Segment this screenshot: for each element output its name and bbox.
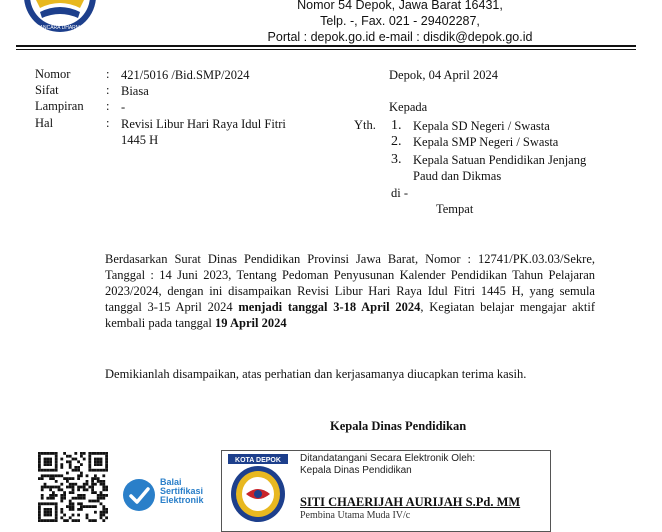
yth-label: Yth. [354, 118, 376, 132]
esign-caption: Ditandatangani Secara Elektronik Oleh: Kepala Dinas Pendidikan [300, 453, 476, 476]
sifat-value: Biasa [121, 84, 149, 98]
qr-code-icon [38, 452, 108, 522]
hal-label: Hal [35, 116, 54, 130]
recipient-item: 1. [391, 118, 402, 133]
lampiran-value: - [121, 100, 126, 114]
sifat-label: Sifat [35, 83, 59, 97]
city-logo-icon [228, 454, 288, 524]
phone-line: Telp. -, Fax. 021 - 29402287, [320, 14, 480, 28]
recipient-item: 2. [391, 134, 402, 149]
body-paragraph-1: Berdasarkan Surat Dinas Pendidikan Provinsi Jawa Barat, Nomor : 12741/PK.03.03/Sekre, Tanggal : 14 Juni 2023, Tentang Pedoman Penyusunan Kalender Pendidikan Tahun Pelajaran 2023/2024, dengan ini disampaikan Revisi Libur Hari Raya Idul Fitri 1445 H, yang semula tanggal 3-15 April 2024 menjadi tanggal 3-18 April 2024, Kegiatan belajar mengajar aktif kembali pada tanggal 19 April 2024 [105, 252, 595, 330]
recipient-item-text: Kepala SMP Negeri / Swasta [413, 135, 559, 149]
signature-position: Kepala Dinas Pendidikan [330, 419, 467, 433]
signer-rank: Pembina Utama Muda IV/c [300, 510, 411, 521]
body-paragraph-2: Demikianlah disampaikan, atas perhatian dan kerjasamanya diucapkan terima kasih. [105, 367, 527, 381]
nomor-value: 421/5016 /Bid.SMP/2024 [121, 68, 250, 82]
kepada-label: Kepada [389, 100, 428, 114]
place-date: Depok, 04 April 2024 [389, 68, 499, 82]
recipient-item-text: Kepala Satuan Pendidikan Jenjang Paud dan Dikmas [413, 153, 587, 183]
tempat-label: Tempat [436, 202, 474, 216]
colon: : [106, 116, 110, 130]
lampiran-label: Lampiran [35, 99, 84, 113]
bsre-line: Balai [160, 477, 182, 487]
colon: : [106, 83, 110, 97]
signer-name: SITI CHAERIJAH AURIJAH S.Pd. MM [300, 495, 521, 509]
bsre-line: Elektronik [160, 495, 204, 505]
hal-value: Revisi Libur Hari Raya Idul Fitri 1445 H [121, 117, 286, 147]
letterhead-rule-thin [16, 49, 636, 50]
nomor-label: Nomor [35, 67, 71, 81]
city-logo-icon [22, 0, 98, 34]
bsre-icon [122, 478, 156, 512]
portal-line: Portal : depok.go.id e-mail : disdik@depok.go.id [267, 30, 533, 44]
recipient-item-text: Kepala SD Negeri / Swasta [413, 119, 550, 133]
address-line: Nomor 54 Depok, Jawa Barat 16431, [297, 0, 503, 12]
di-label: di - [391, 186, 409, 200]
colon: : [106, 67, 110, 81]
recipient-item: 3. [391, 152, 402, 167]
logo-motto: PANCARA DHARMA [36, 25, 84, 31]
logo-banner: KOTA DEPOK [235, 457, 281, 464]
colon: : [106, 99, 110, 113]
letterhead-rule [16, 45, 636, 47]
bsre-line: Sertifikasi [160, 486, 204, 496]
